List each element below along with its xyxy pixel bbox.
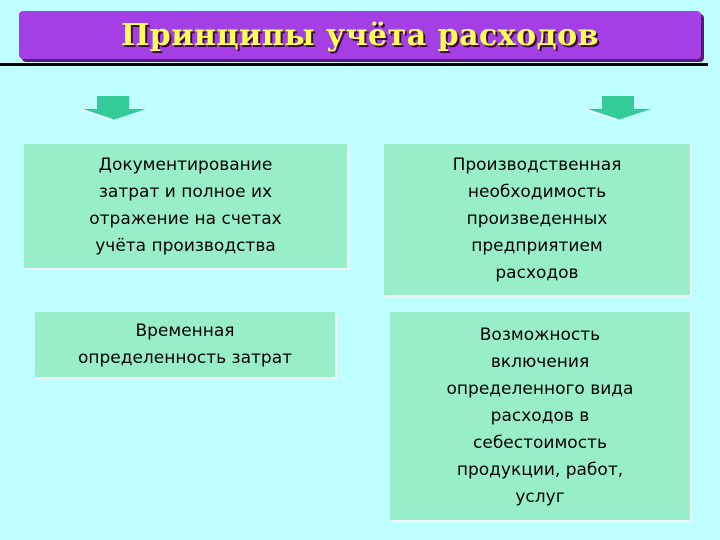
principle-temporal <box>35 312 335 377</box>
title-banner <box>19 11 701 59</box>
principle-documentation-text: Документирование затрат и полное их отражение на счетах учёта производства <box>89 155 282 256</box>
principle-inclusion <box>390 312 690 520</box>
slide-title: Принципы учёта расходов <box>120 17 600 53</box>
principle-inclusion-text: Возможность включения определенного вида расходов в себестоимость продукции, работ, услуг <box>446 324 634 507</box>
principle-necessity-text: Производственная необходимость произведенных предприятием расходов <box>452 155 622 283</box>
arrow-down-icon <box>80 96 146 120</box>
title-divider <box>0 63 708 66</box>
principle-temporal-text: Временная определенность затрат <box>77 320 293 368</box>
arrow-down-icon <box>585 96 651 120</box>
principle-necessity <box>384 144 690 295</box>
principle-documentation <box>24 144 347 268</box>
